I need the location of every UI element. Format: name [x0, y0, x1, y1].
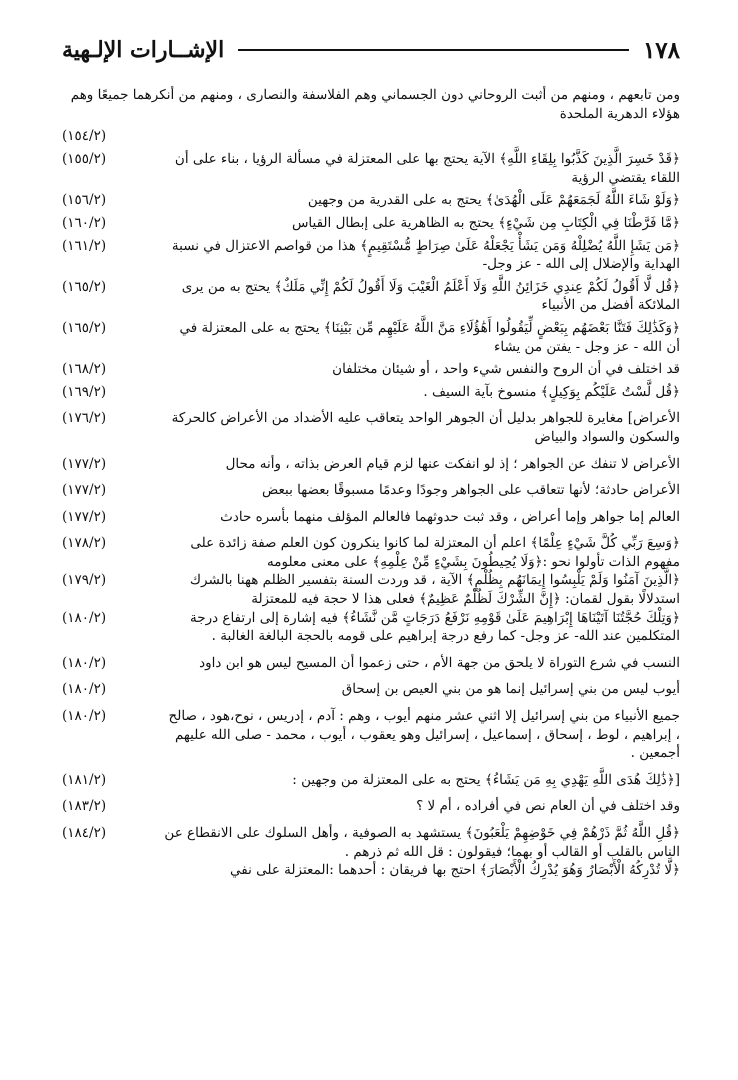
index-entry: [62, 383, 680, 402]
entry-text: ﴿قُل لَّسْتُ عَلَيْكُم بِوَكِيلٍ﴾ منسوخ بآية السيف .: [423, 383, 680, 400]
entry-reference: (١٥٥/٢): [62, 151, 107, 168]
index-entry: [62, 191, 680, 210]
entry-reference: (١٦٩/٢): [62, 383, 107, 400]
entry-text: ﴿وَسِعَ رَبِّي كُلَّ شَيْءٍ عِلْمًا﴾ اعلم أن المعتزلة لما كانوا ينكرون كون العلم صفة زائدة على مفهوم الذات تأولوا نحو :﴿وَلَا يُحِيطُونَ بِشَيْءٍ مِّنْ عِلْمِهِ﴾ على معنى معلومه: [190, 535, 680, 570]
index-entry: [62, 707, 680, 763]
index-entry: [62, 609, 680, 646]
entry-reference: (١٧٨/٢): [62, 535, 107, 552]
entry-text: قد اختلف في أن الروح والنفس شيء واحد ، أو شيئان مختلفان: [332, 361, 680, 378]
entry-text: ﴿الَّذِينَ آمَنُوا وَلَمْ يَلْبِسُوا إِيمَانَهُم بِظُلْمٍ﴾ الآية ، قد وردت السنة بتفسير الظلم ههنا بالشرك استدلالًا بقول لقمان: ﴿إِنَّ الشِّرْكَ لَظُلْمٌ عَظِيمٌ﴾ فعلى هذا لا حجة فيه للمعتزلة: [189, 572, 680, 608]
entry-reference: (١٦٥/٢): [62, 278, 107, 295]
index-entry: [62, 127, 680, 146]
running-title: الإشــارات الإلـهية: [62, 37, 225, 63]
index-entry: [62, 797, 680, 816]
entry-text: ﴿وَلَوْ شَاءَ اللَّهُ لَجَمَعَهُمْ عَلَى الْهُدَىٰ﴾ يحتج به على القدرية من وجهين: [307, 192, 680, 209]
index-entry: [62, 86, 680, 123]
entry-reference: (١٧٧/٢): [62, 482, 107, 499]
entry-text: العالم إما جواهر وإما أعراض ، وقد ثبت حدوثهما فالعالم المؤلف منهما بأسره حادث: [220, 508, 680, 525]
entry-reference: (١٨٣/٢): [62, 798, 107, 815]
entry-reference: (١٨٠/٢): [62, 708, 107, 725]
entry-reference: (١٧٧/٢): [62, 508, 107, 525]
page-number: ١٧٨: [642, 36, 680, 64]
entry-reference: (١٥٦/٢): [62, 192, 107, 209]
entry-reference: (١٥٤/٢): [62, 128, 107, 145]
index-entry: [62, 237, 680, 274]
entry-text: أيوب ليس من بني إسرائيل إنما هو من بني العيص بن إسحاق: [341, 681, 680, 698]
entry-reference: (١٦٥/٢): [62, 319, 107, 336]
entry-text: ﴿وَكَذَٰلِكَ فَتَنَّا بَعْضَهُم بِبَعْضٍ لِّيَقُولُوا أَهَٰؤُلَاءِ مَنَّ اللَّهُ عَلَيْهِم مِّن بَيْنِنَا﴾ يحتج به على المعتزلة في أن الله - عز وجل - يفتن من يشاء: [179, 319, 680, 355]
entry-text: وقد اختلف في أن العام نص في أفراده ، أم لا ؟: [416, 798, 680, 815]
entry-text: ﴿قُل لَّا أَقُولُ لَكُمْ عِندِي خَزَائِنُ اللَّهِ وَلَا أَعْلَمُ الْغَيْبَ وَلَا أَقُولُ لَكُمْ إِنِّي مَلَكٌ﴾ يحتج به من يرى الملائكة أفضل من الأنبياء: [181, 278, 680, 314]
index-entry: [62, 824, 680, 861]
entry-reference: (١٦٨/٢): [62, 361, 107, 378]
entry-text: ومن تابعهم ، ومنهم من أثبت الروحاني دون الجسماني وهم الفلاسفة والنصارى ، ومنهم من أنكرهما جميعًا وهم هؤلاء الدهرية الملحدة: [70, 87, 680, 122]
entry-text: الأعراض حادثة؛ لأنها تتعاقب على الجواهر وجودًا وعدمًا مسبوقًا بعضها ببعض: [262, 482, 680, 499]
index-entry: [62, 508, 680, 527]
entry-reference: (١٧٩/٢): [62, 572, 107, 589]
index-entries: [62, 86, 680, 880]
index-entry: [62, 360, 680, 379]
entry-reference: (١٦٠/٢): [62, 214, 107, 231]
index-entry: [62, 571, 680, 608]
entry-reference: (١٨٠/٢): [62, 609, 107, 626]
entry-reference: (١٦١/٢): [62, 237, 107, 254]
index-entry: [62, 654, 680, 673]
index-entry: [62, 455, 680, 474]
index-entry: [62, 278, 680, 315]
index-entry: [62, 319, 680, 356]
entry-reference: (١٧٧/٢): [62, 455, 107, 472]
index-entry: [62, 409, 680, 446]
entry-text: ﴿قَدْ خَسِرَ الَّذِينَ كَذَّبُوا بِلِقَاءِ اللَّهِ﴾ الآية يحتج بها على المعتزلة في مسألة الرؤيا ، بناء على أن اللقاء يقتضي الرؤية: [174, 151, 680, 186]
entry-text: جميع الأنبياء من بني إسرائيل إلا اثني عشر منهم أيوب ، وهم : آدم ، إدريس ، نوح،هود ، صالح ، إبراهيم ، لوط ، إسحاق ، إسماعيل ، إسرائيل وهو يعقوب ، أيوب ، محمد - صلى الله عليهم أجمعين .: [168, 708, 680, 762]
entry-text: ﴿مَّا فَرَّطْنَا فِي الْكِتَابِ مِن شَيْءٍ﴾ يحتج به الظاهرية على إبطال القياس: [291, 214, 680, 231]
index-entry: [62, 680, 680, 699]
entry-text: الأعراض] مغايرة للجواهر بدليل أن الجوهر الواحد يتعاقب عليه الأضداد من الأعراض كالحركة والسكون والسواد والبياض: [171, 410, 680, 445]
index-entry: [62, 214, 680, 233]
index-entry: [62, 150, 680, 187]
entry-text: ﴿قُلِ اللَّهُ ثُمَّ ذَرْهُمْ فِي خَوْضِهِمْ يَلْعَبُونَ﴾ يستشهد به الصوفية ، وأهل السلوك على الانقطاع عن الناس بالقلب أو القالب أو بهما؛ فيقولون : قل الله ثم ذرهم .: [164, 825, 680, 860]
entry-reference: (١٨٠/٢): [62, 654, 107, 671]
index-entry: [62, 771, 680, 790]
entry-reference: (١٨٤/٢): [62, 825, 107, 841]
entry-text: ﴿وَتِلْكَ حُجَّتُنَا آتَيْنَاهَا إِبْرَاهِيمَ عَلَىٰ قَوْمِهِ نَرْفَعُ دَرَجَاتٍ مَّن نَّشَاءُ﴾ فيه إشارة إلى ارتفاع درجة المتكلمين عند الله- عز وجل- كما رفع درجة إبراهيم على قومه بالحجة البالغة الغالبة .: [189, 609, 680, 645]
entry-reference: (١٨١/٢): [62, 771, 107, 788]
entry-reference: (١٧٦/٢): [62, 410, 107, 427]
header-rule: [238, 49, 629, 51]
entry-reference: (١٨٠/٢): [62, 681, 107, 698]
entry-text: الأعراض لا تنفك عن الجواهر ؛ إذ لو انفكت عنها لزم قيام العرض بذاته ، وأنه محال: [225, 455, 680, 472]
entry-text: ﴿لَّا تُدْرِكُهُ الْأَبْصَارُ وَهُوَ يُدْرِكُ الْأَبْصَارَ﴾ احتج بها فريقان : أحدهما :المعتزلة على نفي: [229, 862, 680, 879]
index-entry: [62, 481, 680, 500]
entry-text: [﴿ذَٰلِكَ هُدَى اللَّهِ يَهْدِي بِهِ مَن يَشَاءُ﴾ يحتج به على المعتزلة من وجهين :: [292, 771, 680, 788]
index-entry: [62, 861, 680, 880]
entry-text: النسب في شرع التوراة لا يلحق من جهة الأم ، حتى زعموا أن المسيح ليس هو ابن داود: [199, 654, 680, 671]
index-entry: [62, 534, 680, 571]
entry-text: ﴿مَن يَشَإِ اللَّهُ يُضْلِلْهُ وَمَن يَشَأْ يَجْعَلْهُ عَلَىٰ صِرَاطٍ مُّسْتَقِيمٍ﴾ هذا من قواصم الاعتزال في نسبة الهداية والإضلال إلى الله - عز وجل-: [171, 237, 680, 273]
page-header: [62, 30, 680, 70]
